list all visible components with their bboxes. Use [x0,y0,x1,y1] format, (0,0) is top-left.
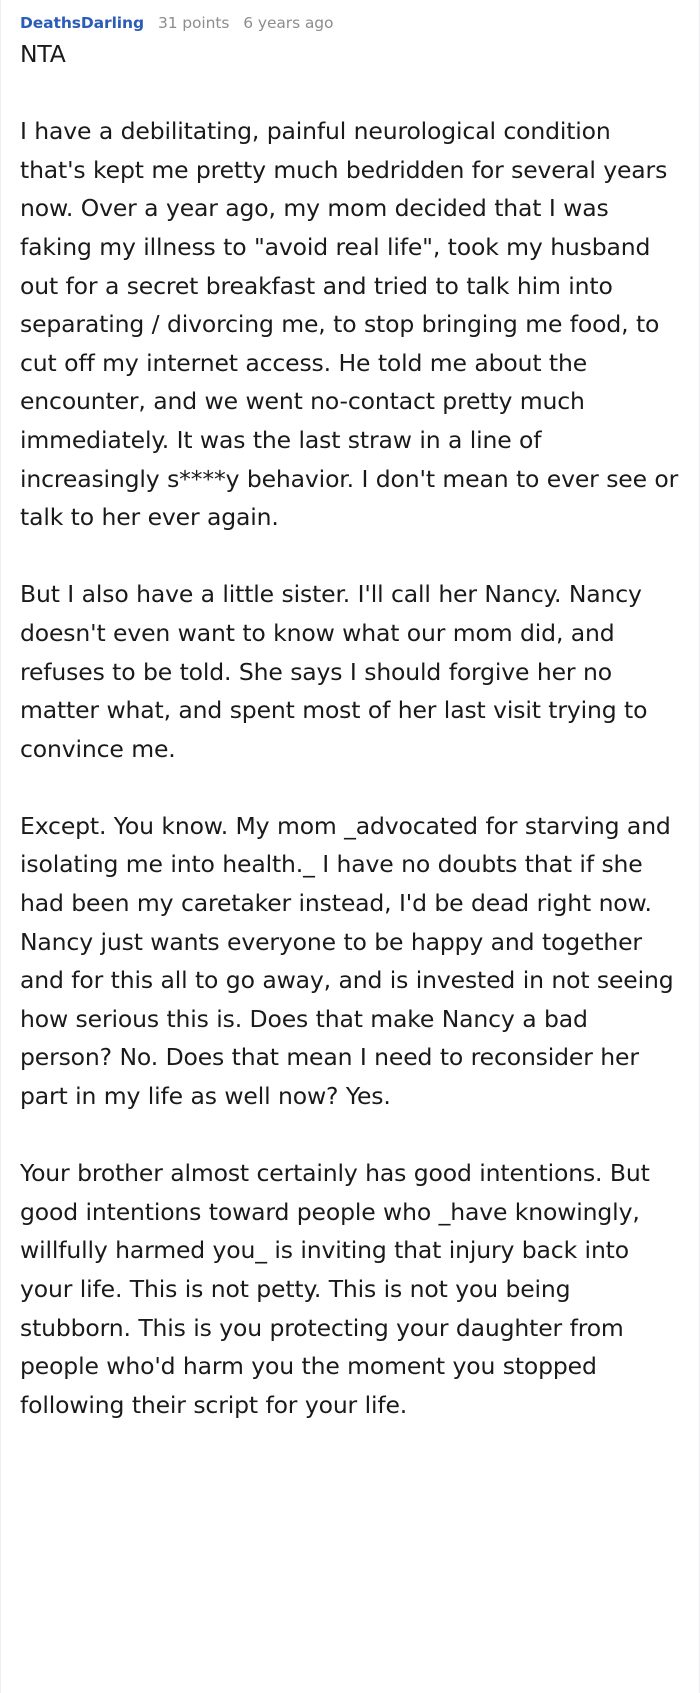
comment-meta [20,14,680,32]
comment-paragraph: Your brother almost certainly has good intentions. But good intentions toward people who _have knowingly, willfully harmed you_ is inviting that injury back into your life. This is not petty. This is not you being stubborn. This is you protecting your daughter from people who'd harm you the moment you stopped following their script for your life. [20,1159,650,1419]
comment-score: 31 points [157,14,230,32]
comment-body [20,35,680,1424]
comment-paragraph: I have a debilitating, painful neurological condition that's kept me pretty much bedridden for several years now. Over a year ago, my mom decided that I was faking my illness to "avoid real life", took my husband out for a secret breakfast and tried to talk him into separating / divorcing me, to stop bringing me food, to cut off my internet access. He told me about the encounter, and we went no-contact pretty much immediately. It was the last straw in a line of increasingly s****y behavior. I don't mean to ever see or talk to her ever again. [20,117,679,532]
comment-container [20,14,680,1424]
comment-timestamp: 6 years ago [243,14,334,32]
comment-paragraph: But I also have a little sister. I'll call her Nancy. Nancy doesn't even want to know what our mom did, and refuses to be told. She says I should forgive her no matter what, and spent most of her last visit trying to convince me. [20,580,648,763]
comment-paragraph: Except. You know. My mom _advocated for starving and isolating me into health._ I have no doubts that if she had been my caretaker instead, I'd be dead right now. Nancy just wants everyone to be happy and together and for this all to go away, and is invested in not seeing how serious this is. Does that make Nancy a bad person? No. Does that mean I need to reconsider her part in my life as well now? Yes. [20,811,674,1111]
comment-verdict: NTA [20,40,66,68]
comment-author-link[interactable]: DeathsDarling [20,14,144,32]
